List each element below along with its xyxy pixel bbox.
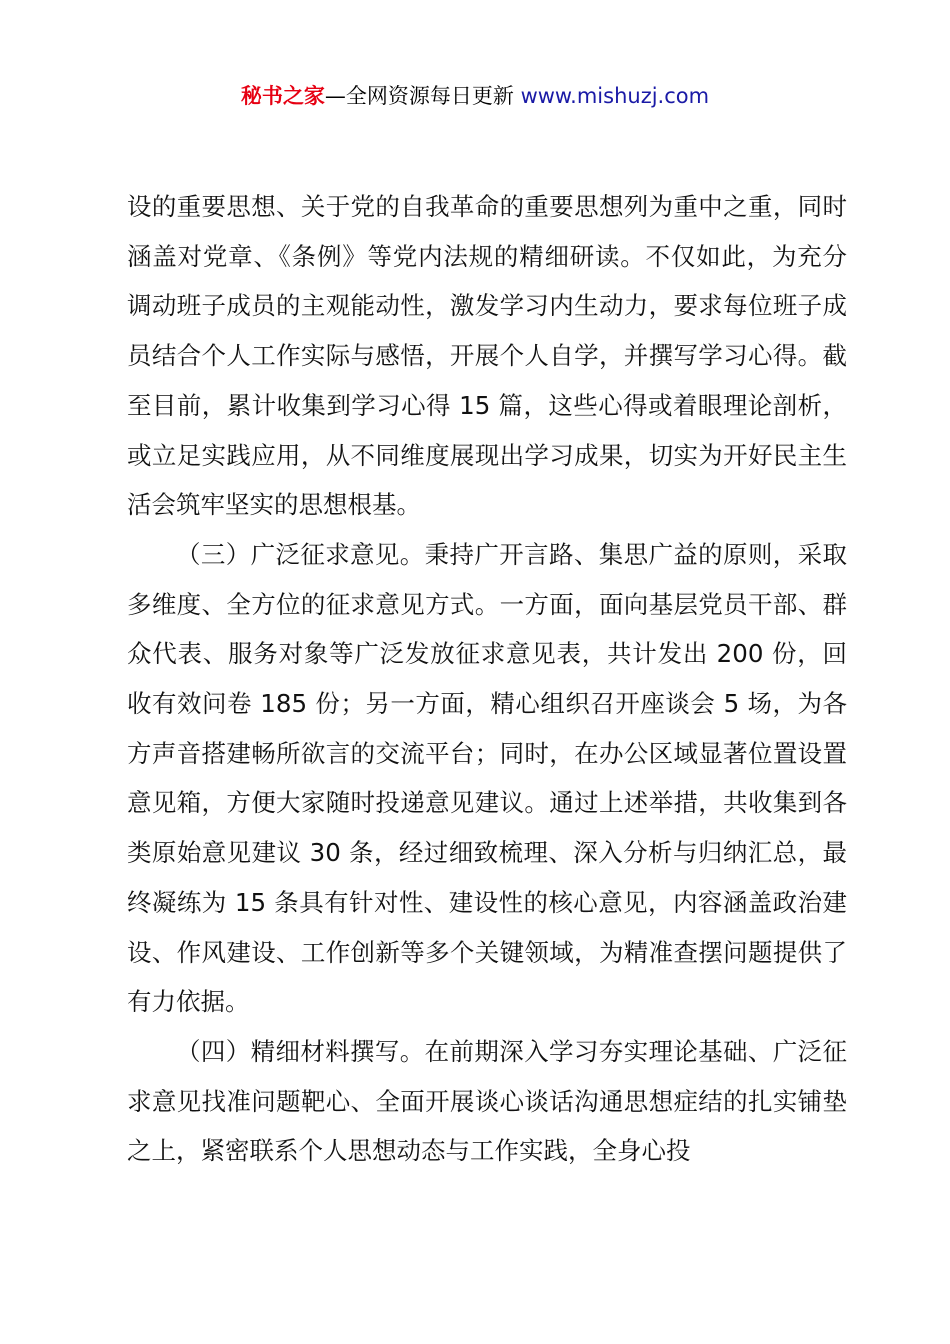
paragraph-section-4: （四）精细材料撰写。在前期深入学习夯实理论基础、广泛征求意见找准问题靶心、全面开展谈心谈话沟通思想症结的扎实铺垫之上，紧密联系个人思想动态与工作实践，全身心投 [127, 1036, 847, 1166]
header-tagline: —全网资源每日更新 [324, 84, 514, 108]
document-body [127, 182, 847, 1176]
paragraph-section-3: （三）广泛征求意见。秉持广开言路、集思广益的原则，采取多维度、全方位的征求意见方式。一方面，面向基层党员干部、群众代表、服务对象等广泛发放征求意见表，共计发出 200 份，回收有效问卷 185 份；另一方面，精心组织召开座谈会 5 场，为各方声音搭建畅所欲言的交流平台；同时，在办公区域显著位置设置意见箱，方便大家随时投递意见建议。通过上述举措，共收集到各类原始意见建议 30 条，经过细致梳理、深入分析与归纳汇总，最终凝练为 15 条具有针对性、建设性的核心意见，内容涵盖政治建设、作风建设、工作创新等多个关键领域，为精准查摆问题提供了有力依据。 [127, 539, 847, 1017]
paragraph-continuation: 设的重要思想、关于党的自我革命的重要思想列为重中之重，同时涵盖对党章、《条例》等党内法规的精细研读。不仅如此，为充分调动班子成员的主观能动性，激发学习内生动力，要求每位班子成员结合个人工作实际与感悟，开展个人自学，并撰写学习心得。截至目前，累计收集到学习心得 15 篇，这些心得或着眼理论剖析，或立足实践应用，从不同维度展现出学习成果，切实为开好民主生活会筑牢坚实的思想根基。 [127, 192, 847, 520]
page-header [0, 82, 950, 110]
brand-name: 秘书之家 [240, 84, 325, 108]
website-link[interactable]: www.mishuzj.com [520, 84, 710, 108]
